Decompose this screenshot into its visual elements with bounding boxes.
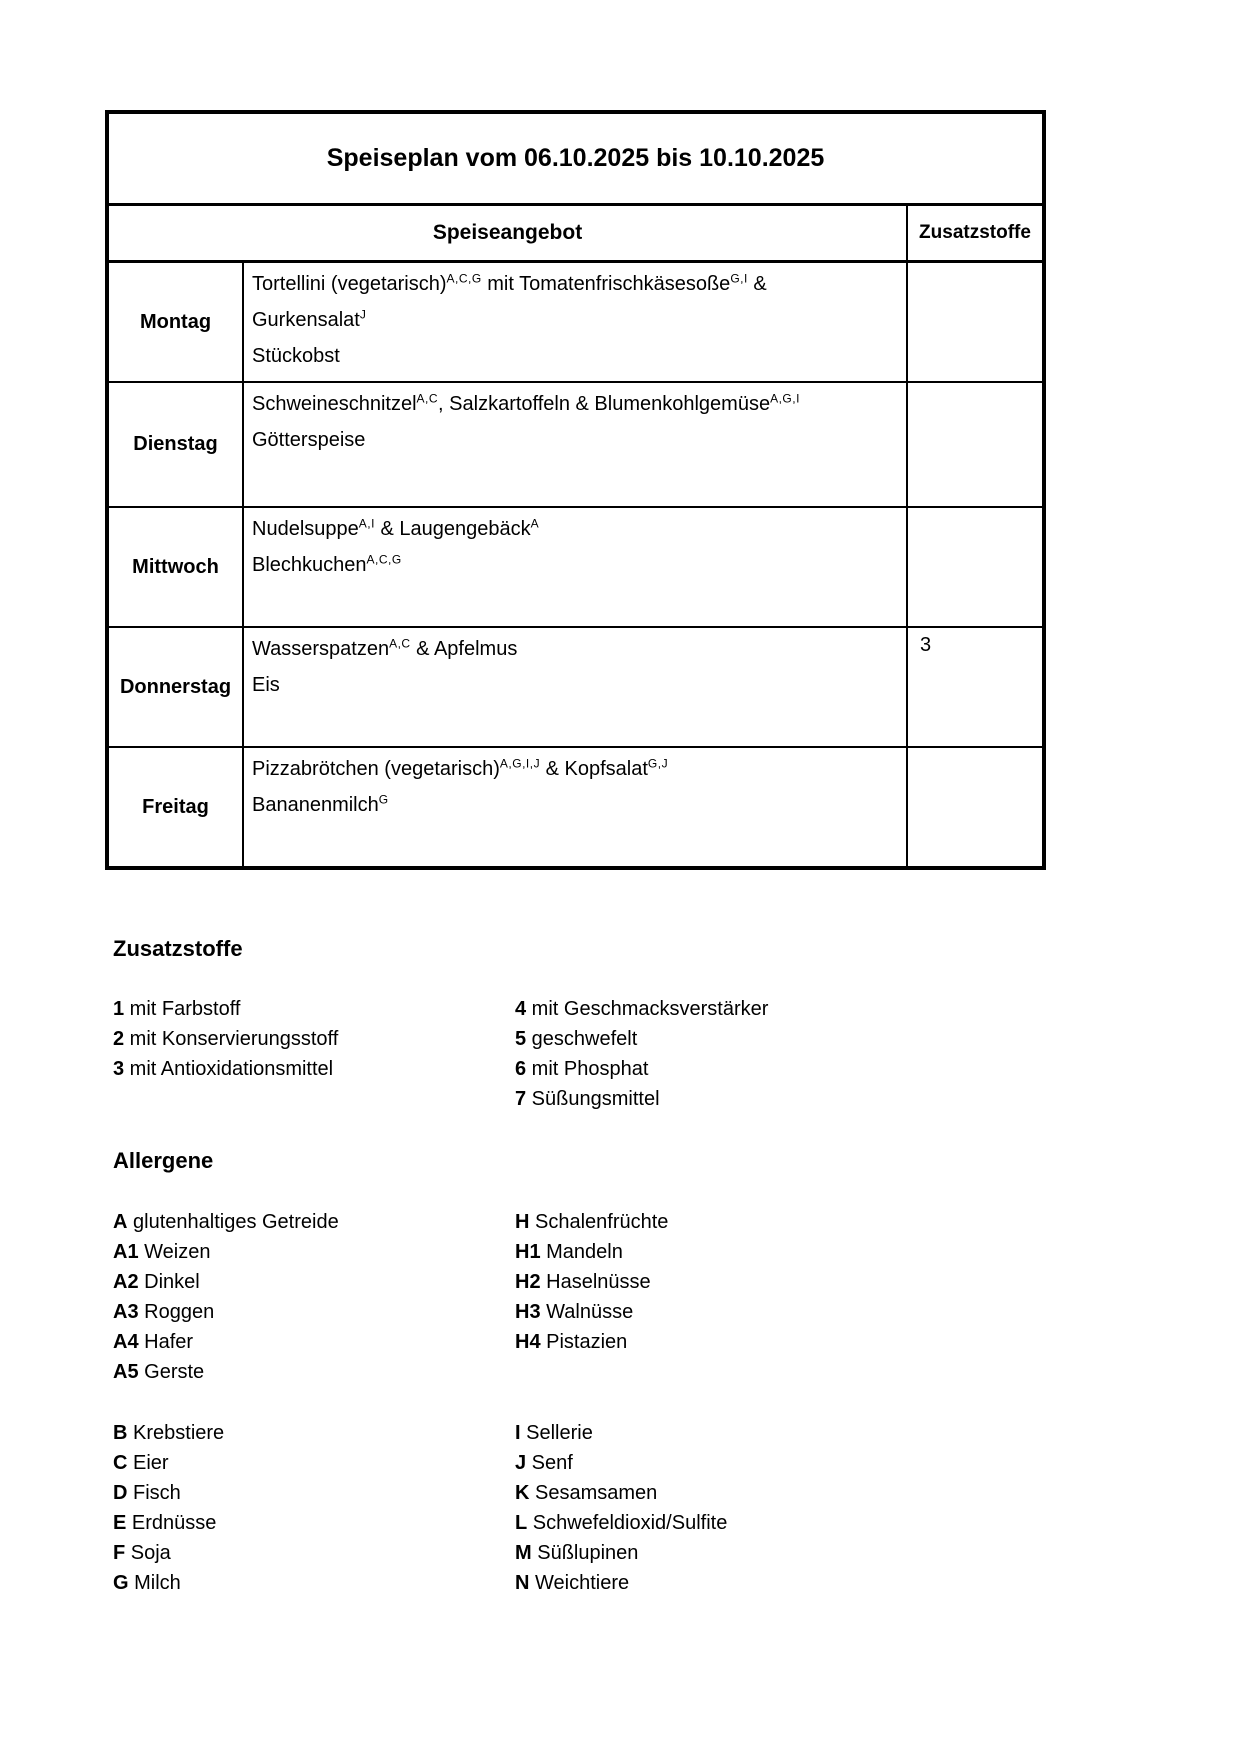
legend-item-code: N [515,1572,530,1594]
allergen-superscript: A [530,516,540,531]
legend-item-label: mit Geschmacksverstärker [526,998,769,1020]
additives-value [906,383,1042,506]
legend-item-code: 1 [113,998,125,1020]
legend-item-code: D [113,1482,128,1504]
legend-item-code: 6 [515,1058,527,1080]
legend-item-code: I [515,1422,521,1444]
legend-item-label: Eier [127,1452,169,1474]
day-label: Montag [109,263,244,381]
legend-item-label: Sesamsamen [529,1482,658,1504]
day-label: Mittwoch [109,508,244,626]
legend-item-label: Schwefeldioxid/Sulfite [527,1512,728,1534]
allergen-superscript: G,I [730,271,748,286]
legend-item-label: Süßlupinen [531,1542,639,1564]
legend-item-code: A4 [113,1331,139,1353]
legend-item-code: A2 [113,1271,139,1293]
table-row [109,748,1042,866]
legend-item-code: A [113,1211,128,1233]
legend-item-code: L [515,1512,528,1534]
legend-item-code: B [113,1422,128,1444]
legend-item [515,1084,768,1114]
allergens-legend-group2-left [113,1418,224,1598]
legend-item-code: A3 [113,1301,139,1323]
legend-item-label: mit Farbstoff [124,998,241,1020]
legend-item-label: Roggen [138,1301,215,1323]
legend-item-label: Süßungsmittel [526,1088,660,1110]
legend-item [113,1054,338,1084]
meal-line: Tortellini (vegetarisch)$^{A,C,G}$ mit Tomatenfrischkäsesoße$^{G,I}$ & [252,271,767,295]
allergen-superscript: A,G,I [770,391,800,406]
meal-text [244,628,906,746]
legend-item-code: H [515,1211,530,1233]
legend-item [515,1267,668,1297]
day-label: Dienstag [109,383,244,506]
meal-line: Nudelsuppe$^{A,I}$ & Laugengebäck$^A$ [252,516,540,540]
meal-line: Blechkuchen$^{A,C,G}$ [252,552,402,576]
menu-table [105,110,1046,870]
legend-item-code: J [515,1452,527,1474]
legend-item [515,1207,668,1237]
legend-item-label: Dinkel [138,1271,200,1293]
allergen-superscript: A,C [389,636,411,651]
allergens-legend-group2-right [515,1418,727,1598]
legend-item-label: mit Konservierungsstoff [124,1028,339,1050]
legend-item-code: 3 [113,1058,125,1080]
legend-item-code: M [515,1542,532,1564]
legend-item [113,1267,339,1297]
allergen-superscript: A,G,I,J [499,756,541,771]
meal-line: Stückobst [252,345,340,367]
legend-item [515,994,768,1024]
meal-line: Wasserspatzen$^{A,C}$ & Apfelmus [252,636,518,660]
legend-item-label: glutenhaltiges Getreide [127,1211,339,1233]
legend-item-code: E [113,1512,127,1534]
legend-item-label: Mandeln [540,1241,623,1263]
legend-item [515,1327,668,1357]
legend-item [113,1327,339,1357]
table-row [109,263,1042,383]
legend-item [113,1538,224,1568]
legend-item [515,1418,727,1448]
legend-item [515,1024,768,1054]
legend-item-code: 2 [113,1028,125,1050]
legend-item-code: H2 [515,1271,541,1293]
legend-item [113,1508,224,1538]
legend-item-label: mit Antioxidationsmittel [124,1058,334,1080]
legend-item [113,1568,224,1598]
additives-value [906,748,1042,866]
additives-value: 3 [906,628,1042,746]
legend-item [113,1237,339,1267]
additives-value [906,263,1042,381]
legend-item-label: Senf [526,1452,573,1474]
meal-line: Schweineschnitzel$^{A,C}$, Salzkartoffeln & Blumenkohlgemüse$^{A,G,I}$ [252,391,800,415]
allergens-legend-group1-right [515,1207,668,1357]
legend-item-code: K [515,1482,530,1504]
legend-item [113,1297,339,1327]
allergen-superscript: A,C [416,391,439,406]
table-row [109,628,1042,748]
column-header-speiseangebot: Speiseangebot [432,221,583,244]
allergen-superscript: A,C,G [366,552,402,567]
meal-text [244,383,906,506]
meal-line: Götterspeise [252,429,366,451]
legend-item-label: Schalenfrüchte [529,1211,669,1233]
additives-legend-column-1 [113,994,338,1084]
legend-item-label: geschwefelt [526,1028,638,1050]
legend-item-code: H4 [515,1331,541,1353]
allergens-legend-group1-left [113,1207,339,1387]
legend-item-label: Erdnüsse [126,1512,217,1534]
legend-item [515,1448,727,1478]
legend-item-label: Gerste [138,1361,205,1383]
legend-item [113,1357,339,1387]
table-header-row [109,206,1042,263]
legend-item-code: A1 [113,1241,139,1263]
day-label: Donnerstag [109,628,244,746]
meal-line: Bananenmilch$^G$ [252,792,389,816]
table-title-row [109,114,1042,206]
meal-line: Gurkensalat$^J$ [252,307,367,331]
allergens-legend-heading: Allergene [113,1148,214,1173]
allergen-superscript: A,I [358,516,375,531]
legend-item [113,1207,339,1237]
legend-item-label: Milch [128,1572,181,1594]
legend-item-label: Sellerie [520,1422,593,1444]
allergen-superscript: J [359,307,367,322]
legend-item-label: Krebstiere [127,1422,225,1444]
legend-item-label: Weichtiere [529,1572,630,1594]
legend-item [113,1478,224,1508]
legend-item-code: 4 [515,998,527,1020]
legend-item-code: C [113,1452,128,1474]
table-row [109,383,1042,508]
legend-item [515,1508,727,1538]
column-header-zusatzstoffe: Zusatzstoffe [906,206,1042,260]
meal-line: Eis [252,674,280,696]
legend-item-code: F [113,1542,126,1564]
legend-item-label: Soja [125,1542,171,1564]
day-label: Freitag [109,748,244,866]
legend-item [515,1478,727,1508]
legend-item [113,1024,338,1054]
additives-value [906,508,1042,626]
table-row [109,508,1042,628]
legend-item [515,1237,668,1267]
legend-item [113,1418,224,1448]
legend-item-code: H3 [515,1301,541,1323]
additives-legend-heading: Zusatzstoffe [113,936,243,961]
legend-item-code: 5 [515,1028,527,1050]
legend-item-label: Fisch [127,1482,181,1504]
legend-item-label: Pistazien [540,1331,628,1353]
allergen-superscript: A,C,G [446,271,482,286]
table-title: Speiseplan vom 06.10.2025 bis 10.10.2025 [326,144,825,172]
legend-item-code: H1 [515,1241,541,1263]
legend-item [113,994,338,1024]
legend-item-code: A5 [113,1361,139,1383]
legend-item [515,1538,727,1568]
legend-item [515,1054,768,1084]
meal-text [244,263,906,381]
legend-item-label: Walnüsse [540,1301,634,1323]
legend-item [515,1568,727,1598]
meal-text [244,508,906,626]
legend-item-label: mit Phosphat [526,1058,649,1080]
legend-item-label: Haselnüsse [540,1271,651,1293]
legend-item-code: 7 [515,1088,527,1110]
legend-item [113,1448,224,1478]
legend-item-code: G [113,1572,129,1594]
allergen-superscript: G [378,792,389,807]
meal-line: Pizzabrötchen (vegetarisch)$^{A,G,I,J}$ & Kopfsalat$^{G,J}$ [252,756,669,780]
allergen-superscript: G,J [647,756,669,771]
additives-legend-column-2 [515,994,768,1114]
legend-item [515,1297,668,1327]
legend-item-label: Hafer [138,1331,194,1353]
meal-text [244,748,906,866]
legend-item-label: Weizen [138,1241,211,1263]
